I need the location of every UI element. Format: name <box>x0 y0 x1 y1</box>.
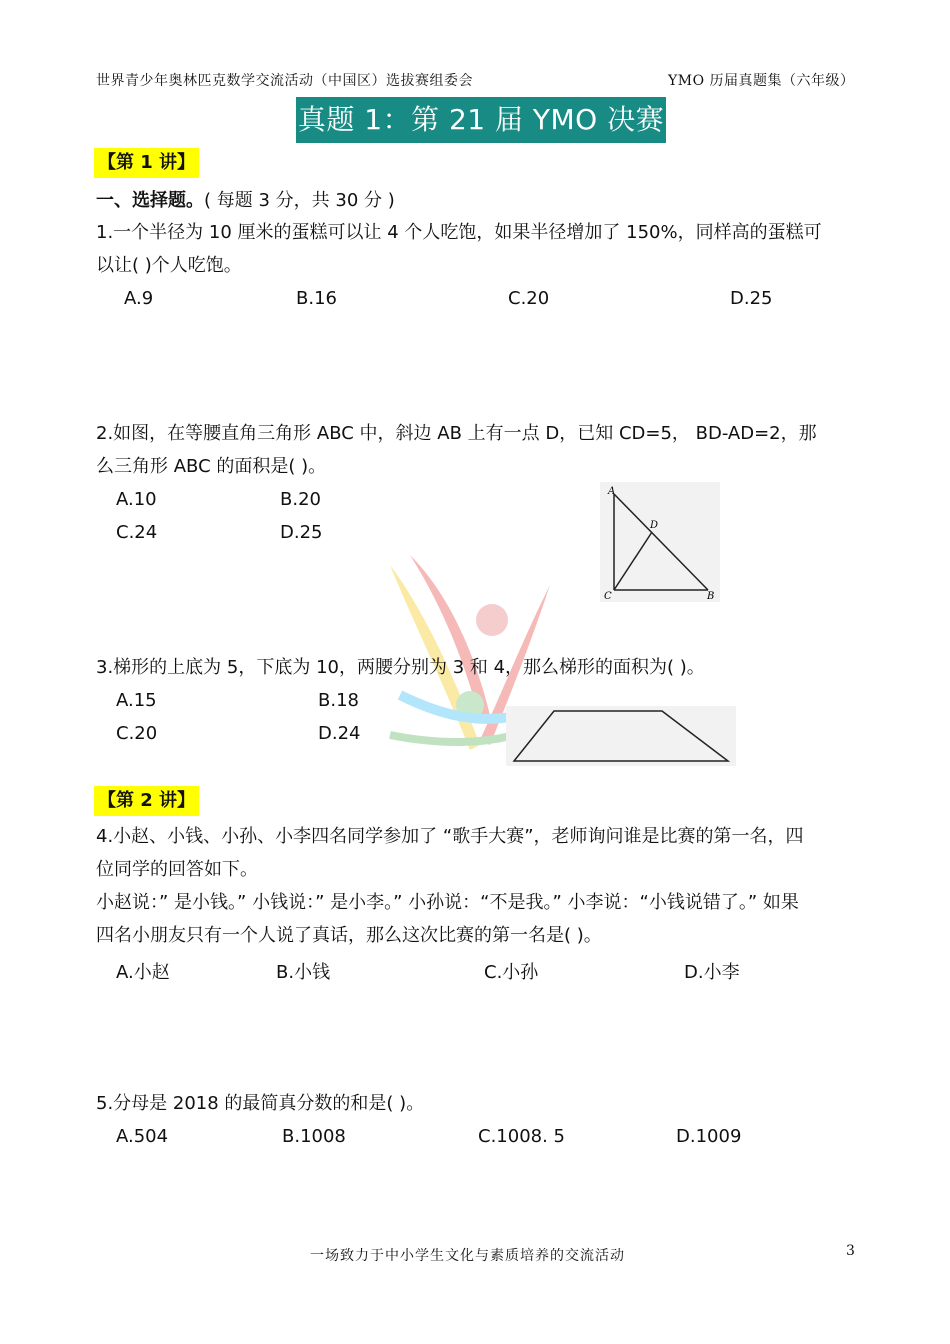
q4-option-c: C.小孙 <box>484 962 539 983</box>
q4-option-d: D.小李 <box>684 962 740 983</box>
q2-option-b: B.20 <box>280 489 321 510</box>
point-label-d: D <box>650 520 659 531</box>
question-1-line-1: 1.一个半径为 10 厘米的蛋糕可以让 4 个人吃饱，如果半径增加了 150%，同样高的蛋糕可 <box>96 222 822 243</box>
trapezoid-figure <box>506 706 736 766</box>
q5-option-a: A.504 <box>116 1126 169 1147</box>
q3-option-d: D.24 <box>318 723 361 744</box>
vertex-label-a: A <box>608 486 616 497</box>
triangle-figure <box>600 482 720 602</box>
section-tag-2: 【第 2 讲】 <box>94 786 199 816</box>
page-title: 真题 1：第 21 届 YMO 决赛 <box>296 97 666 143</box>
question-2-line-1: 2.如图，在等腰直角三角形 ABC 中，斜边 AB 上有一点 D，已知 CD=5， BD-AD=2，那 <box>96 423 817 444</box>
header-right: YMO 历届真题集（六年级） <box>668 73 855 89</box>
q2-option-c: C.24 <box>116 522 158 543</box>
q2-option-d: D.25 <box>280 522 323 543</box>
q1-option-c: C.20 <box>508 288 550 309</box>
q3-option-b: B.18 <box>318 690 359 711</box>
part-heading-note: ( 每题 3 分，共 30 分 ) <box>204 190 395 211</box>
q5-option-b: B.1008 <box>282 1126 346 1147</box>
question-4-line-1: 4.小赵、小钱、小孙、小李四名同学参加了 “歌手大赛”，老师询问谁是比赛的第一名，四 <box>96 826 804 847</box>
q2-option-a: A.10 <box>116 489 157 510</box>
q1-option-b: B.16 <box>296 288 337 309</box>
question-2-line-2: 么三角形 ABC 的面积是( )。 <box>96 456 327 477</box>
q3-option-c: C.20 <box>116 723 158 744</box>
q3-option-a: A.15 <box>116 690 157 711</box>
vertex-label-c: C <box>604 591 612 602</box>
question-5-line-1: 5.分母是 2018 的最简真分数的和是( )。 <box>96 1093 425 1114</box>
vertex-label-b: B <box>707 591 715 602</box>
q4-option-b: B.小钱 <box>276 962 331 983</box>
footer-slogan: 一场致力于中小学生文化与素质培养的交流活动 <box>310 1248 625 1264</box>
q5-option-c: C.1008. 5 <box>478 1126 565 1147</box>
question-4-line-2: 位同学的回答如下。 <box>96 859 258 880</box>
question-4-line-4: 四名小朋友只有一个人说了真话，那么这次比赛的第一名是( )。 <box>96 925 602 946</box>
q1-option-d: D.25 <box>730 288 773 309</box>
question-3-line-1: 3.梯形的上底为 5，下底为 10，两腰分别为 3 和 4，那么梯形的面积为( )。 <box>96 657 705 678</box>
q5-option-d: D.1009 <box>676 1126 742 1147</box>
part-heading <box>96 186 395 212</box>
q4-option-a: A.小赵 <box>116 962 170 983</box>
question-1-line-2: 以让( )个人吃饱。 <box>96 255 242 276</box>
section-tag-1: 【第 1 讲】 <box>94 148 199 178</box>
question-4-line-3: 小赵说：” 是小钱。” 小钱说：” 是小李。” 小孙说：“不是我。” 小李说：“小钱说错了。” 如果 <box>96 892 799 913</box>
page-number: 3 <box>846 1243 856 1259</box>
part-heading-title: 一、选择题。 <box>96 190 204 211</box>
header-left: 世界青少年奥林匹克数学交流活动（中国区）选拔赛组委会 <box>96 73 473 89</box>
q1-option-a: A.9 <box>124 288 154 309</box>
